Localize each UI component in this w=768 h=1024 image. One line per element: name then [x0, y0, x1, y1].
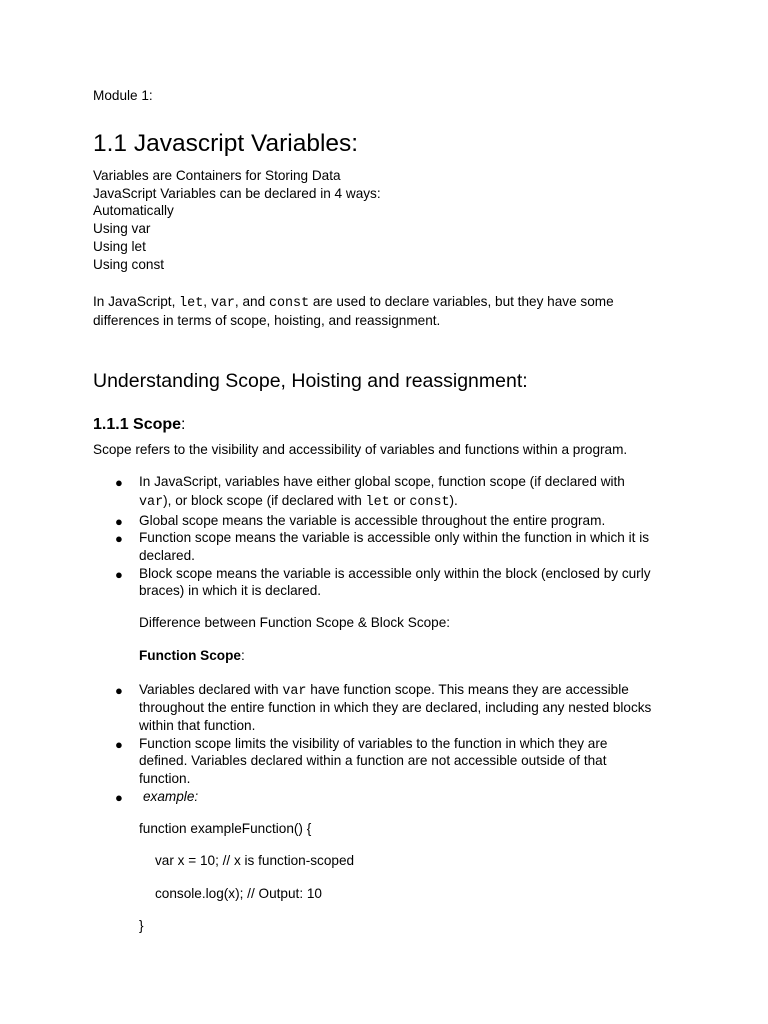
- text: have function scope. This means they are accessible: [306, 682, 629, 697]
- section-heading: Understanding Scope, Hoisting and reassignment:: [93, 370, 528, 392]
- list-item-text: Function scope limits the visibility of variables to the function in which they are: [139, 736, 608, 751]
- list-item-text: example:: [143, 789, 199, 804]
- intro-line: Using let: [93, 239, 146, 254]
- bullet-icon: ●: [115, 531, 123, 546]
- intro-line: Variables are Containers for Storing Data: [93, 168, 341, 183]
- list-item-text: throughout the entire function in which they are declared, including any nested blocks: [139, 700, 652, 715]
- code-line: }: [139, 918, 144, 933]
- code-keyword: const: [268, 296, 310, 311]
- list-item-text: Function scope means the variable is accessible only within the function in which it is: [139, 530, 650, 545]
- text: In JavaScript,: [93, 294, 180, 309]
- intro-line: Automatically: [93, 203, 174, 218]
- code-line: console.log(x); // Output: 10: [155, 886, 322, 901]
- bullet-icon: ●: [115, 790, 123, 805]
- scope-heading-colon: :: [181, 416, 186, 433]
- list-item-text: [139, 681, 629, 701]
- list-item-text: In JavaScript, variables have either global scope, function scope (if declared with: [139, 474, 625, 489]
- page-title: 1.1 Javascript Variables:: [93, 130, 359, 157]
- scope-heading-text: 1.1.1 Scope: [93, 416, 182, 433]
- code-keyword: const: [409, 495, 450, 510]
- list-item-text: [139, 492, 458, 512]
- list-item-text: Block scope means the variable is accessible only within the block (enclosed by curly: [139, 566, 651, 581]
- bullet-icon: ●: [115, 737, 123, 752]
- bullet-icon: ●: [115, 514, 123, 529]
- declaration-paragraph-line-2: differences in terms of scope, hoisting, and reassignment.: [93, 313, 441, 328]
- code-keyword: var: [139, 495, 164, 510]
- code-keyword: var: [210, 296, 235, 311]
- bullet-icon: ●: [115, 567, 123, 582]
- list-item-text: Global scope means the variable is accessible throughout the entire program.: [139, 513, 606, 528]
- list-item-text: braces) in which it is declared.: [139, 583, 322, 598]
- text: ), or block scope (if declared with: [163, 493, 366, 508]
- intro-line: Using var: [93, 221, 151, 236]
- text: ).: [449, 493, 458, 508]
- list-item-text: defined. Variables declared within a function are not accessible outside of that: [139, 753, 607, 768]
- code-line: var x = 10; // x is function-scoped: [155, 853, 355, 868]
- code-line: function exampleFunction() {: [139, 821, 312, 836]
- text: , and: [234, 294, 269, 309]
- code-keyword: let: [365, 495, 390, 510]
- text: are used to declare variables, but they have some: [309, 294, 614, 309]
- code-keyword: var: [282, 684, 307, 699]
- intro-line: Using const: [93, 257, 165, 272]
- text: or: [389, 493, 410, 508]
- code-keyword: let: [179, 296, 204, 311]
- text: Variables declared with: [139, 682, 283, 697]
- function-scope-heading: [139, 647, 245, 665]
- function-scope-label: Function Scope: [139, 648, 241, 663]
- scope-description: Scope refers to the visibility and accessibility of variables and functions within a program.: [93, 442, 628, 457]
- declaration-paragraph-line-1: [93, 293, 614, 313]
- scope-heading: [93, 415, 186, 435]
- list-item-text: function.: [139, 771, 191, 786]
- bullet-icon: ●: [115, 475, 123, 490]
- list-item-text: declared.: [139, 548, 195, 563]
- module-label: Module 1:: [93, 88, 153, 103]
- list-item-text: within that function.: [139, 718, 256, 733]
- intro-line: JavaScript Variables can be declared in 4 ways:: [93, 186, 381, 201]
- text: ,: [203, 294, 211, 309]
- function-scope-colon: :: [240, 648, 245, 663]
- bullet-icon: ●: [115, 683, 123, 698]
- difference-text: Difference between Function Scope & Block Scope:: [139, 615, 451, 630]
